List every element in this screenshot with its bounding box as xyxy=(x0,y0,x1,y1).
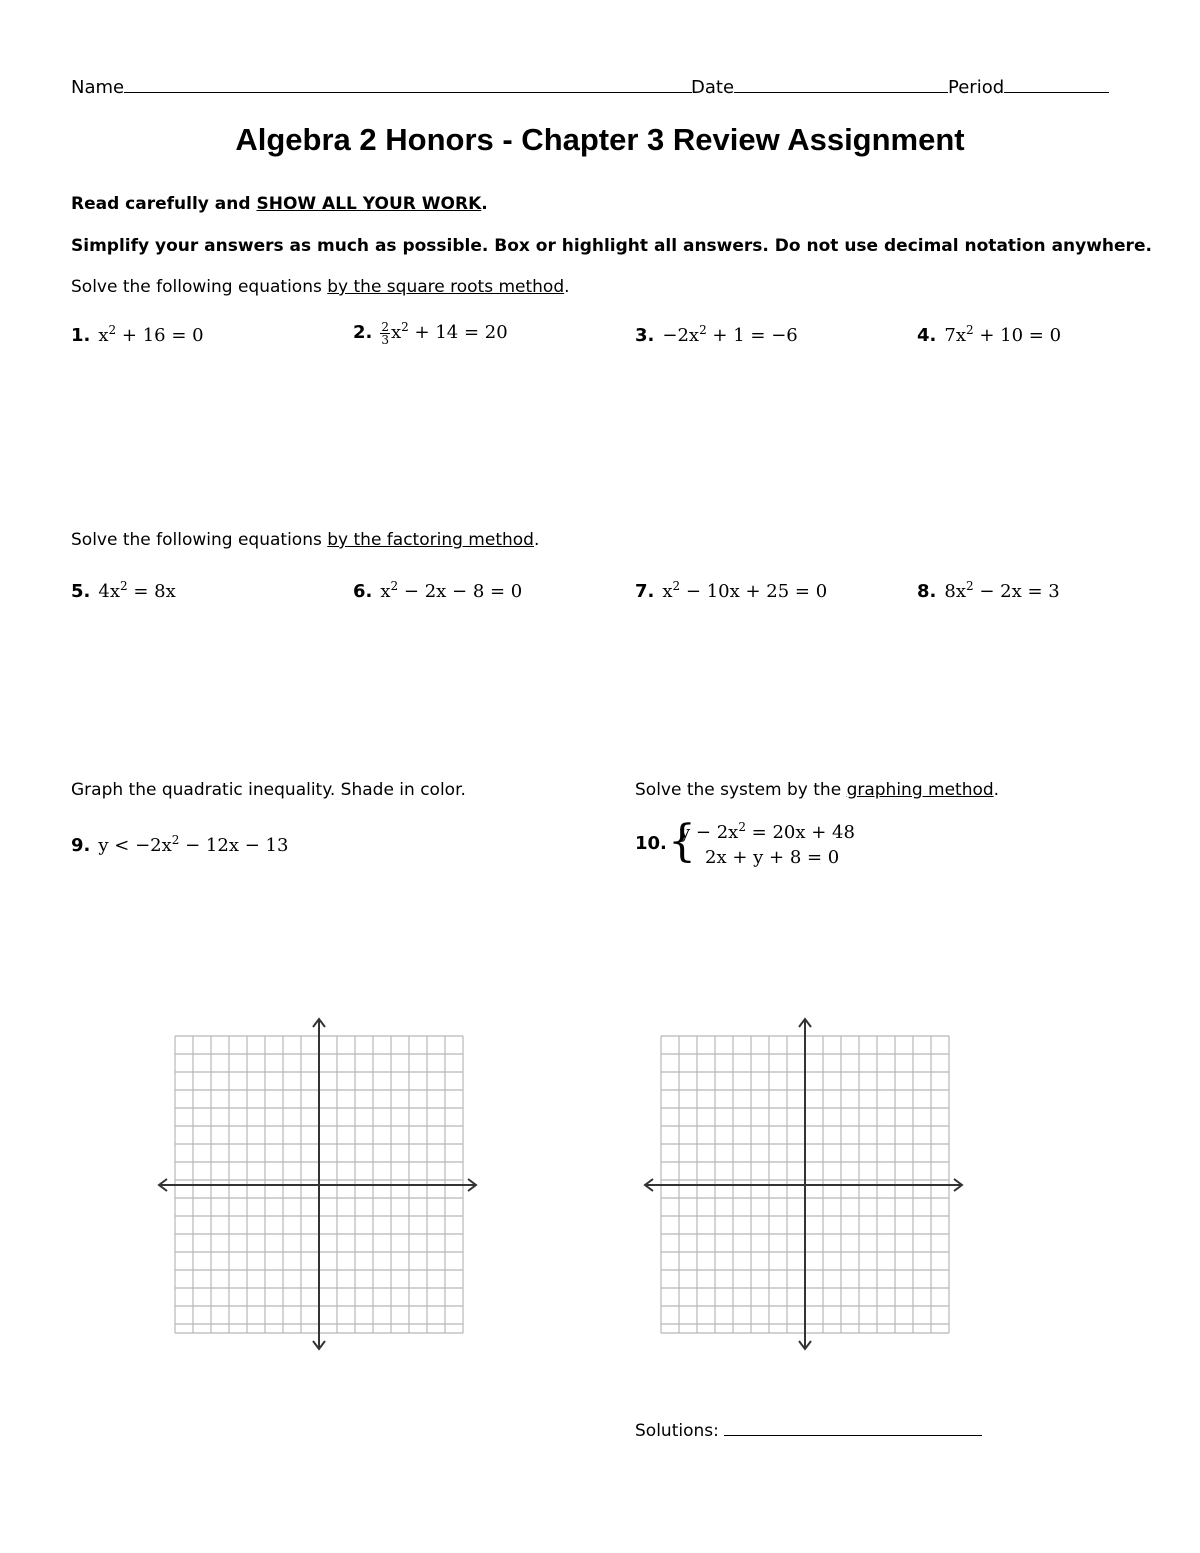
date-field[interactable] xyxy=(691,74,948,98)
problem-number: 4. xyxy=(917,325,937,346)
exponent: 2 xyxy=(401,320,409,334)
section-1-prefix: Solve the following equations xyxy=(71,277,328,297)
exponent: 2 xyxy=(738,820,746,834)
name-field[interactable] xyxy=(71,74,692,98)
problem-9 xyxy=(71,833,288,856)
problem-number: 2. xyxy=(353,322,373,343)
system-brace: { xyxy=(668,816,696,867)
section-graph-inequality: Graph the quadratic inequality. Shade in color. xyxy=(71,780,466,800)
problem-5 xyxy=(71,579,176,602)
problem-number: 1. xyxy=(71,325,91,346)
section-graphing-method xyxy=(635,780,999,800)
instruction-1-suffix: . xyxy=(481,194,488,214)
name-blank[interactable] xyxy=(124,74,692,93)
section-2-prefix: Solve the following equations xyxy=(71,530,328,550)
instruction-1-emphasis: SHOW ALL YOUR WORK xyxy=(256,194,482,214)
expr-part: 4x xyxy=(98,581,120,602)
exponent: 2 xyxy=(119,579,128,593)
expr-part: x xyxy=(662,581,673,602)
x-axis xyxy=(159,1179,476,1191)
expr-part: −2x xyxy=(662,325,700,346)
section-2-suffix: . xyxy=(533,530,540,550)
problem-4 xyxy=(917,323,1061,346)
exponent: 2 xyxy=(965,579,974,593)
problem-6 xyxy=(353,579,522,602)
expr-part: 7x xyxy=(944,325,966,346)
section-4-prefix: Solve the system by the xyxy=(635,780,847,800)
expr-part: − 2x = 3 xyxy=(973,581,1060,602)
expr-part: x xyxy=(380,581,391,602)
date-label: Date xyxy=(691,77,735,98)
period-label: Period xyxy=(948,77,1005,98)
problem-number: 9. xyxy=(71,835,91,856)
expr-part: − 2x − 8 = 0 xyxy=(398,581,523,602)
fraction-numerator: 2 xyxy=(381,319,390,334)
exponent: 2 xyxy=(171,833,180,847)
period-blank[interactable] xyxy=(1004,74,1109,93)
instruction-1-prefix: Read carefully and xyxy=(71,194,257,214)
problem-number: 5. xyxy=(71,581,91,602)
problem-number: 10. xyxy=(635,833,667,854)
exponent: 2 xyxy=(390,579,399,593)
problem-3 xyxy=(635,323,798,346)
expr-part: + 16 = 0 xyxy=(116,325,204,346)
coordinate-grid-right[interactable] xyxy=(636,1012,972,1354)
section-2-method: by the factoring method xyxy=(327,530,534,550)
fraction-denominator: 3 xyxy=(381,332,390,347)
problem-number: 7. xyxy=(635,581,655,602)
problem-7 xyxy=(635,579,827,602)
section-factoring xyxy=(71,530,539,550)
section-square-roots xyxy=(71,277,570,297)
problem-2 xyxy=(353,320,508,346)
expr-part: + 14 = 20 xyxy=(408,322,508,343)
section-1-method: by the square roots method xyxy=(327,277,565,297)
section-1-suffix: . xyxy=(564,277,570,297)
problem-number: 6. xyxy=(353,581,373,602)
coordinate-grid-left[interactable] xyxy=(150,1012,486,1354)
expr-part: = 20x + 48 xyxy=(745,822,855,843)
page-title: Algebra 2 Honors - Chapter 3 Review Assignment xyxy=(235,122,965,157)
expr-part: x xyxy=(98,325,109,346)
x-axis xyxy=(645,1179,962,1191)
fraction xyxy=(380,321,390,346)
system-equation-1 xyxy=(680,820,855,843)
expr-part: + 1 = −6 xyxy=(706,325,798,346)
expr-part: 8x xyxy=(944,581,966,602)
expr-part: x xyxy=(391,322,402,343)
date-blank[interactable] xyxy=(734,74,948,93)
exponent: 2 xyxy=(699,323,707,337)
instruction-line-1 xyxy=(71,194,488,214)
period-field[interactable] xyxy=(948,74,1109,98)
problem-8 xyxy=(917,579,1060,602)
expr-part: = 8x xyxy=(127,581,176,602)
section-4-suffix: . xyxy=(993,780,1000,800)
solutions-label: Solutions: xyxy=(635,1421,719,1441)
expr-part: − 12x − 13 xyxy=(179,835,289,856)
exponent: 2 xyxy=(672,579,681,593)
name-label: Name xyxy=(71,77,125,98)
problem-1 xyxy=(71,323,204,346)
expr-part: − 10x + 25 = 0 xyxy=(680,581,828,602)
exponent: 2 xyxy=(965,323,974,337)
problem-number: 8. xyxy=(917,581,937,602)
problem-number: 3. xyxy=(635,325,655,346)
solutions-blank[interactable] xyxy=(724,1417,982,1436)
solutions-field[interactable] xyxy=(635,1417,982,1441)
system-equation-2: 2x + y + 8 = 0 xyxy=(705,847,840,868)
exponent: 2 xyxy=(108,323,117,337)
instruction-line-2: Simplify your answers as much as possible. Box or highlight all answers. Do not use decimal notation anywhere. xyxy=(71,236,1152,256)
expr-part: + 10 = 0 xyxy=(973,325,1062,346)
expr-part: y − 2x xyxy=(680,822,739,843)
section-4-method: graphing method xyxy=(846,780,994,800)
expr-part: y < −2x xyxy=(98,835,172,856)
